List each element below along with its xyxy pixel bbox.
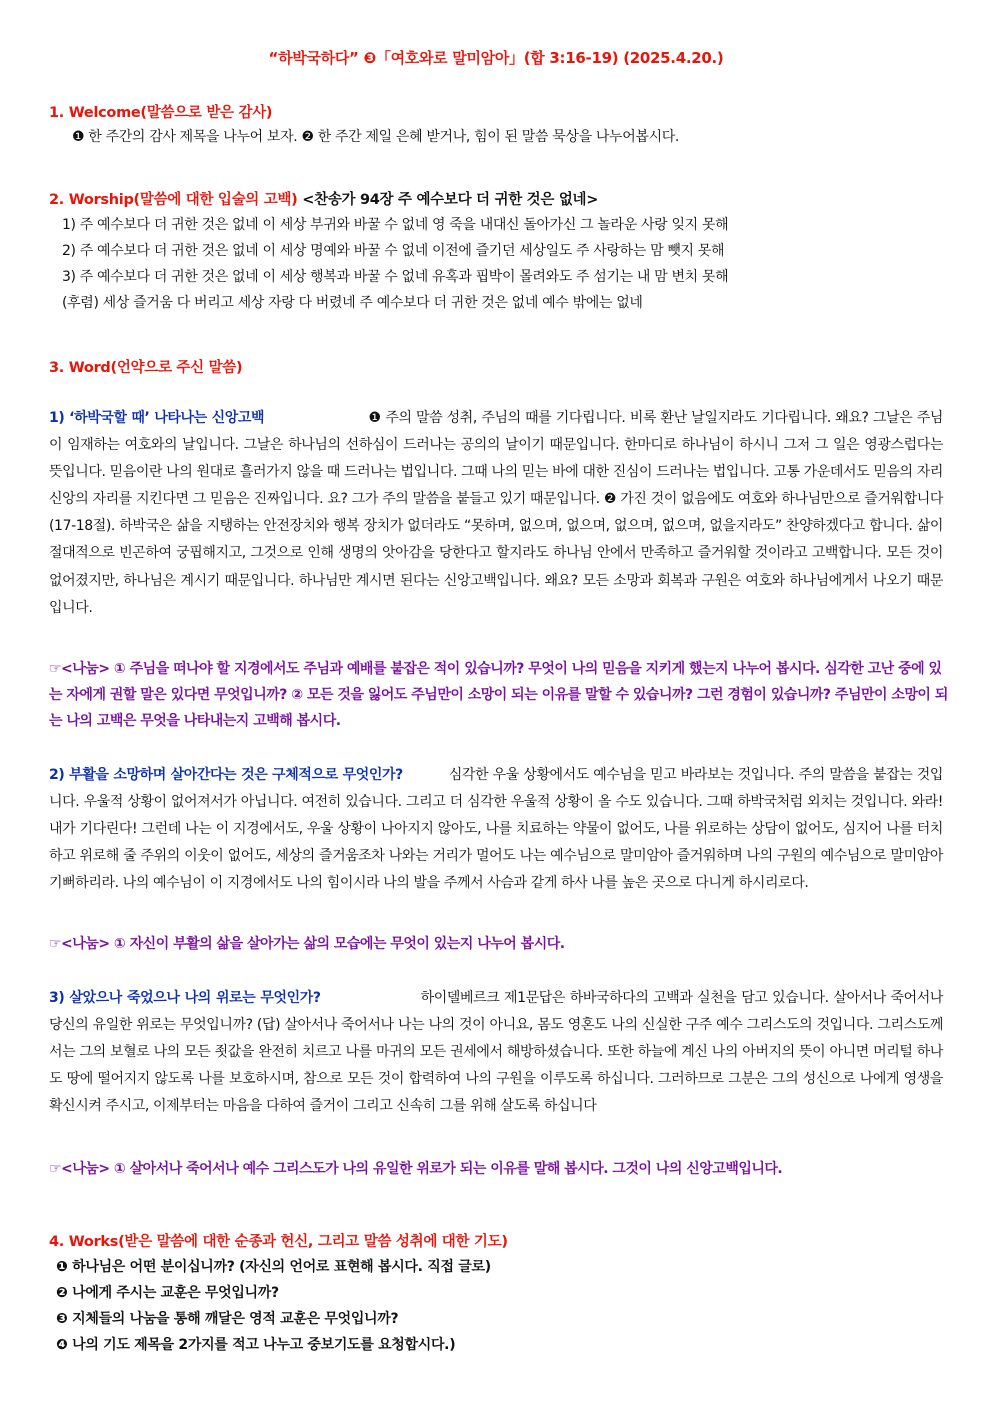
point2-sharing: ☞<나눔> ① 자신이 부활의 삶을 살아가는 삶의 모습에는 무엇이 있는지 나누어 봅시다.	[49, 936, 565, 952]
section2-heading	[49, 188, 598, 209]
page-title: “하박국하다” ❸「여호와로 말미암아」(합 3:16-19) (2025.4.20.)	[268, 49, 724, 67]
point1-sharing: ☞<나눔> ① 주님을 떠나야 할 지경에서도 주님과 예배를 붙잡은 적이 있습니까? 무엇이 나의 믿음을 지키게 했는지 나누어 봅시다. 심각한 고난 중에 있는 자에게 권할 말은 있다면 무엇입니까? ② 모든 것을 잃어도 주님만이 소망이 되는 이유를 말할 수 있습니까? 그런 경험이 있습니까? 주님만이 소망이 되는 나의 고백은 무엇을 나타내는지 고백해 봅시다.	[49, 661, 948, 729]
point1-paragraph	[49, 405, 943, 622]
point1-title: 1) ‘하박국할 때’ 나타나는 신앙고백	[49, 410, 265, 426]
point2-title: 2) 부활을 소망하며 살아간다는 것은 구체적으로 무엇인가?	[49, 767, 403, 783]
point3-sharing: ☞<나눔> ① 살아서나 죽어서나 예수 그리스도가 나의 유일한 위로가 되는 이유를 말해 봅시다. 그것이 나의 신앙고백입니다.	[49, 1161, 783, 1177]
works-item-4: ❹ 나의 기도 제목을 2가지를 적고 나누고 중보기도를 요청합시다.)	[56, 1337, 456, 1353]
works-item-3: ❸ 지체들의 나눔을 통해 깨달은 영적 교훈은 무엇입니까?	[56, 1311, 399, 1327]
works-item-1: ❶ 하나님은 어떤 분이십니까? (자신의 언어로 표현해 봅시다. 직접 글로)	[56, 1259, 491, 1275]
section4-heading: 4. Works(받은 말씀에 대한 순종과 헌신, 그리고 말씀 성취에 대한 기도)	[49, 1234, 508, 1250]
hymn-chorus: (후렴) 세상 즐거움 다 버리고 세상 자랑 다 버렸네 주 예수보다 더 귀한 것은 없네 예수 밖에는 없네	[62, 295, 643, 311]
works-item-2: ❷ 나에게 주시는 교훈은 무엇입니까?	[56, 1285, 279, 1301]
section2-heading-hymn: <찬송가 94장 주 예수보다 더 귀한 것은 없네>	[302, 192, 599, 208]
point1-body: ❶ 주의 말씀 성취, 주님의 때를 기다립니다. 비록 환난 날일지라도 기다립니다. 왜요? 그날은 주님이 임재하는 여호와의 날입니다. 그날은 하나님의 선하심이 드러나는 공의의 날이기 때문입니다. 한마디로 하나님이 하시니 그저 그 일은 영광스럽다는 뜻입니다. 믿음이란 나의 원대로 흘러가지 않을 때 드러나는 법입니다. 그때 나의 믿는 바에 대한 진심이 드러나는 법입니다. 고통 가운데서도 믿음의 자리 신앙의 자리를 지킨다면 그 믿음은 진짜입니다. 요? 그가 주의 말씀을 붙들고 있기 때문입니다. ❷ 가진 것이 없음에도 여호와 하나님만으로 즐거워합니다(17-18절). 하박국은 삶을 지탱하는 안전장치와 행복 장치가 없더라도 “못하며, 없으며, 없으며, 없으며, 없으며, 없을지라도” 찬양하겠다고 합니다. 삶이 절대적으로 빈곤하여 궁핍해지고, 그것으로 인해 생명의 앗아감을 당한다고 할지라도 하나님 안에서 만족하고 즐거워할 것이라고 고백합니다. 모든 것이 없어졌지만, 하나님은 계시기 때문입니다. 하나님만 계시면 된다는 신앙고백입니다. 왜요? 모든 소망과 회복과 구원은 여호와 하나님에게서 나오기 때문입니다.	[49, 410, 943, 616]
point3-paragraph	[49, 985, 943, 1120]
hymn-verse-3: 3) 주 예수보다 더 귀한 것은 없네 이 세상 행복과 바꿀 수 없네 유혹과 핍박이 몰려와도 주 섬기는 내 맘 변치 못해	[62, 269, 729, 285]
section1-heading: 1. Welcome(말씀으로 받은 감사)	[49, 105, 273, 121]
point3-body: 하이델베르크 제1문답은 하바국하다의 고백과 실천을 담고 있습니다. 살아서나 죽어서나 당신의 유일한 위로는 무엇입니까? (답) 살아서나 죽어서나 나는 나의 것이 아니요, 몸도 영혼도 나의 신실한 구주 예수 그리스도의 것입니다. 그리스도께서는 그의 보혈로 나의 모든 죗값을 완전히 치르고 나를 마귀의 모든 권세에서 해방하셨습니다. 또한 하늘에 계신 나의 아버지의 뜻이 아니면 머리털 하나도 땅에 떨어지지 않도록 나를 보호하시며, 참으로 모든 것이 합력하여 나의 구원을 이루도록 하십니다. 그러하므로 그분은 그의 성신으로 나에게 영생을 확신시켜 주시고, 이제부터는 마음을 다하여 즐거이 그리고 신속히 그를 위해 살도록 하십니다	[49, 990, 944, 1115]
point2-paragraph	[49, 762, 943, 897]
section2-heading-title: 2. Worship(말씀에 대한 입술의 고백)	[49, 192, 298, 208]
point3-title: 3) 살았으나 죽었으나 나의 위로는 무엇인가?	[49, 990, 321, 1006]
point2-body: 심각한 우울 상황에서도 예수님을 믿고 바라보는 것입니다. 주의 말씀을 붙잡는 것입니다. 우울적 상황이 없어져서가 아닙니다. 여전히 있습니다. 그리고 더 심각한 우울적 상황이 올 수도 있습니다. 그때 하박국처럼 외치는 것입니다. 와라! 내가 기다린다! 그런데 나는 이 지경에서도, 우울 상황이 나아지지 않아도, 나를 치료하는 약물이 없어도, 나를 위로하는 상담이 없어도, 심지어 나를 터치하고 위로해 줄 주위의 이웃이 없어도, 세상의 즐거움조차 나와는 거리가 멀어도 나는 예수님으로 말미암아 즐거워하며 나의 구원의 예수님으로 말미암아 기뻐하리라. 나의 예수님이 이 지경에서도 나의 힘이시라 나의 발을 주께서 사슴과 같게 하사 나를 높은 곳으로 다니게 하시리로다.	[49, 767, 943, 892]
section3-heading: 3. Word(언약으로 주신 말씀)	[49, 360, 243, 376]
hymn-verse-2: 2) 주 예수보다 더 귀한 것은 없네 이 세상 명예와 바꿀 수 없네 이전에 즐기던 세상일도 주 사랑하는 맘 뺏지 못해	[62, 243, 725, 259]
section1-line: ❶ 한 주간의 감사 제목을 나누어 보자. ❷ 한 주간 제일 은혜 받거나, 힘이 된 말씀 묵상을 나누어봅시다.	[72, 129, 680, 145]
hymn-verse-1: 1) 주 예수보다 더 귀한 것은 없네 이 세상 부귀와 바꿀 수 없네 영 죽을 내대신 돌아가신 그 놀라운 사랑 잊지 못해	[62, 217, 729, 233]
